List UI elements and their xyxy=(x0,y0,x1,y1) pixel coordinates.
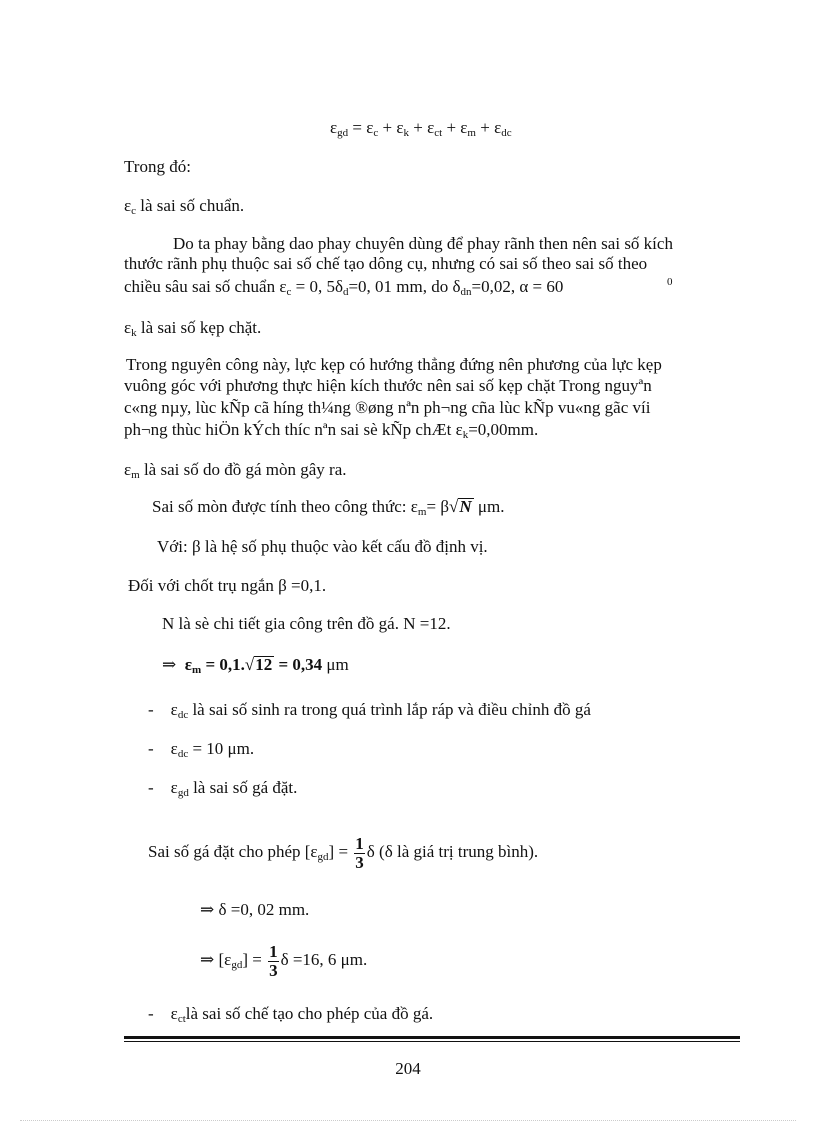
para2-line3: c«ng nµy, lùc kÑp cã híng th¼ng ®øng nªn ph¬ng cña lùc kÑp vu«ng gãc víi xyxy=(124,398,651,417)
with-beta-line: Với: β là hệ số phụ thuộc vào kết cấu đồ định vị. xyxy=(157,537,488,556)
para2-line2: vuông góc với phương thực hiện kích thước nên sai số kẹp chặt Trong nguyªn xyxy=(124,376,652,395)
para2-line4: ph¬ng thùc hiÖn kÝch thíc nªn sai sè kÑp chÆt $\varepsilon_k=0,00mm$. xyxy=(124,420,539,441)
para2-line1: Trong nguyên công này, lực kẹp có hướng thẳng đứng nên phương của lực kẹp xyxy=(126,355,662,374)
degree-superscript: 0 xyxy=(667,276,673,288)
para1-line1: Do ta phay bằng dao phay chuyên dùng để phay rãnh then nên sai số kích xyxy=(173,234,673,253)
page-number: 204 xyxy=(395,1059,421,1078)
where-label: Trong đó: xyxy=(124,157,191,176)
em-definition: $\varepsilon_m$ là sai số do đồ gá mòn gây ra. xyxy=(124,460,347,481)
bullet-gd: - $\varepsilon_{gd}$ là sai số gá đặt. xyxy=(148,778,298,799)
ek-definition: $\varepsilon_k$ là sai số kẹp chặt. xyxy=(124,318,262,339)
ec-definition: $\varepsilon_c$ là sai số chuẩn. xyxy=(124,196,245,217)
bullet-dc-value: - $\varepsilon_{dc} = 10$ μm. xyxy=(148,739,255,760)
footer-rule-thin xyxy=(124,1041,740,1042)
para1-line2: thước rãnh phụ thuộc sai số chế tạo dông cụ, nhưng có sai số theo sai số theo xyxy=(124,254,648,273)
wear-result: ⇒ $\varepsilon_m = 0,1.√12 = 0,34$ μm xyxy=(162,655,349,676)
error-equation: $\varepsilon_{gd} = \varepsilon_c + \varepsilon_k + \varepsilon_{ct} + \varepsilon_m + \varepsilon_{dc}$ xyxy=(330,118,512,139)
bullet-dc-adjust: - $\varepsilon_{dc}$ là sai số sinh ra trong quá trình lắp ráp và điều chỉnh đồ gá xyxy=(148,700,591,721)
delta-value: ⇒ δ =0, 02 mm. xyxy=(200,900,310,919)
page-edge-dots xyxy=(20,1120,796,1121)
pin-line: Đối với chốt trụ ngắn β =0,1. xyxy=(128,576,327,595)
n-line: N là sè chi tiết gia công trên đồ gá. N =12. xyxy=(162,614,451,633)
allowed-gd-result: ⇒ $[\varepsilon_{gd}]$ = $\frac{1}{3}$ δ =16, 6 μm. xyxy=(200,941,368,980)
allowed-gd-formula: Sai số gá đặt cho phép $[\varepsilon_{gd}]$ = $\frac{1}{3}$ δ (δ là giá trị trung bình). xyxy=(148,833,539,872)
bullet-ct: - $\varepsilon_{ct}là$ sai số chế tạo cho phép của đồ gá. xyxy=(148,1004,434,1025)
wear-formula: Sai số mòn được tính theo công thức: $\varepsilon_m= \beta√N$ μm. xyxy=(152,497,505,518)
para1-line3: chiều sâu sai số chuẩn $\varepsilon_c = 0$, $5\delta_d=0$, 01 mm, do $\delta_{dn}=0,02$, α = 60 xyxy=(124,277,564,298)
footer-rule-thick xyxy=(124,1036,740,1039)
